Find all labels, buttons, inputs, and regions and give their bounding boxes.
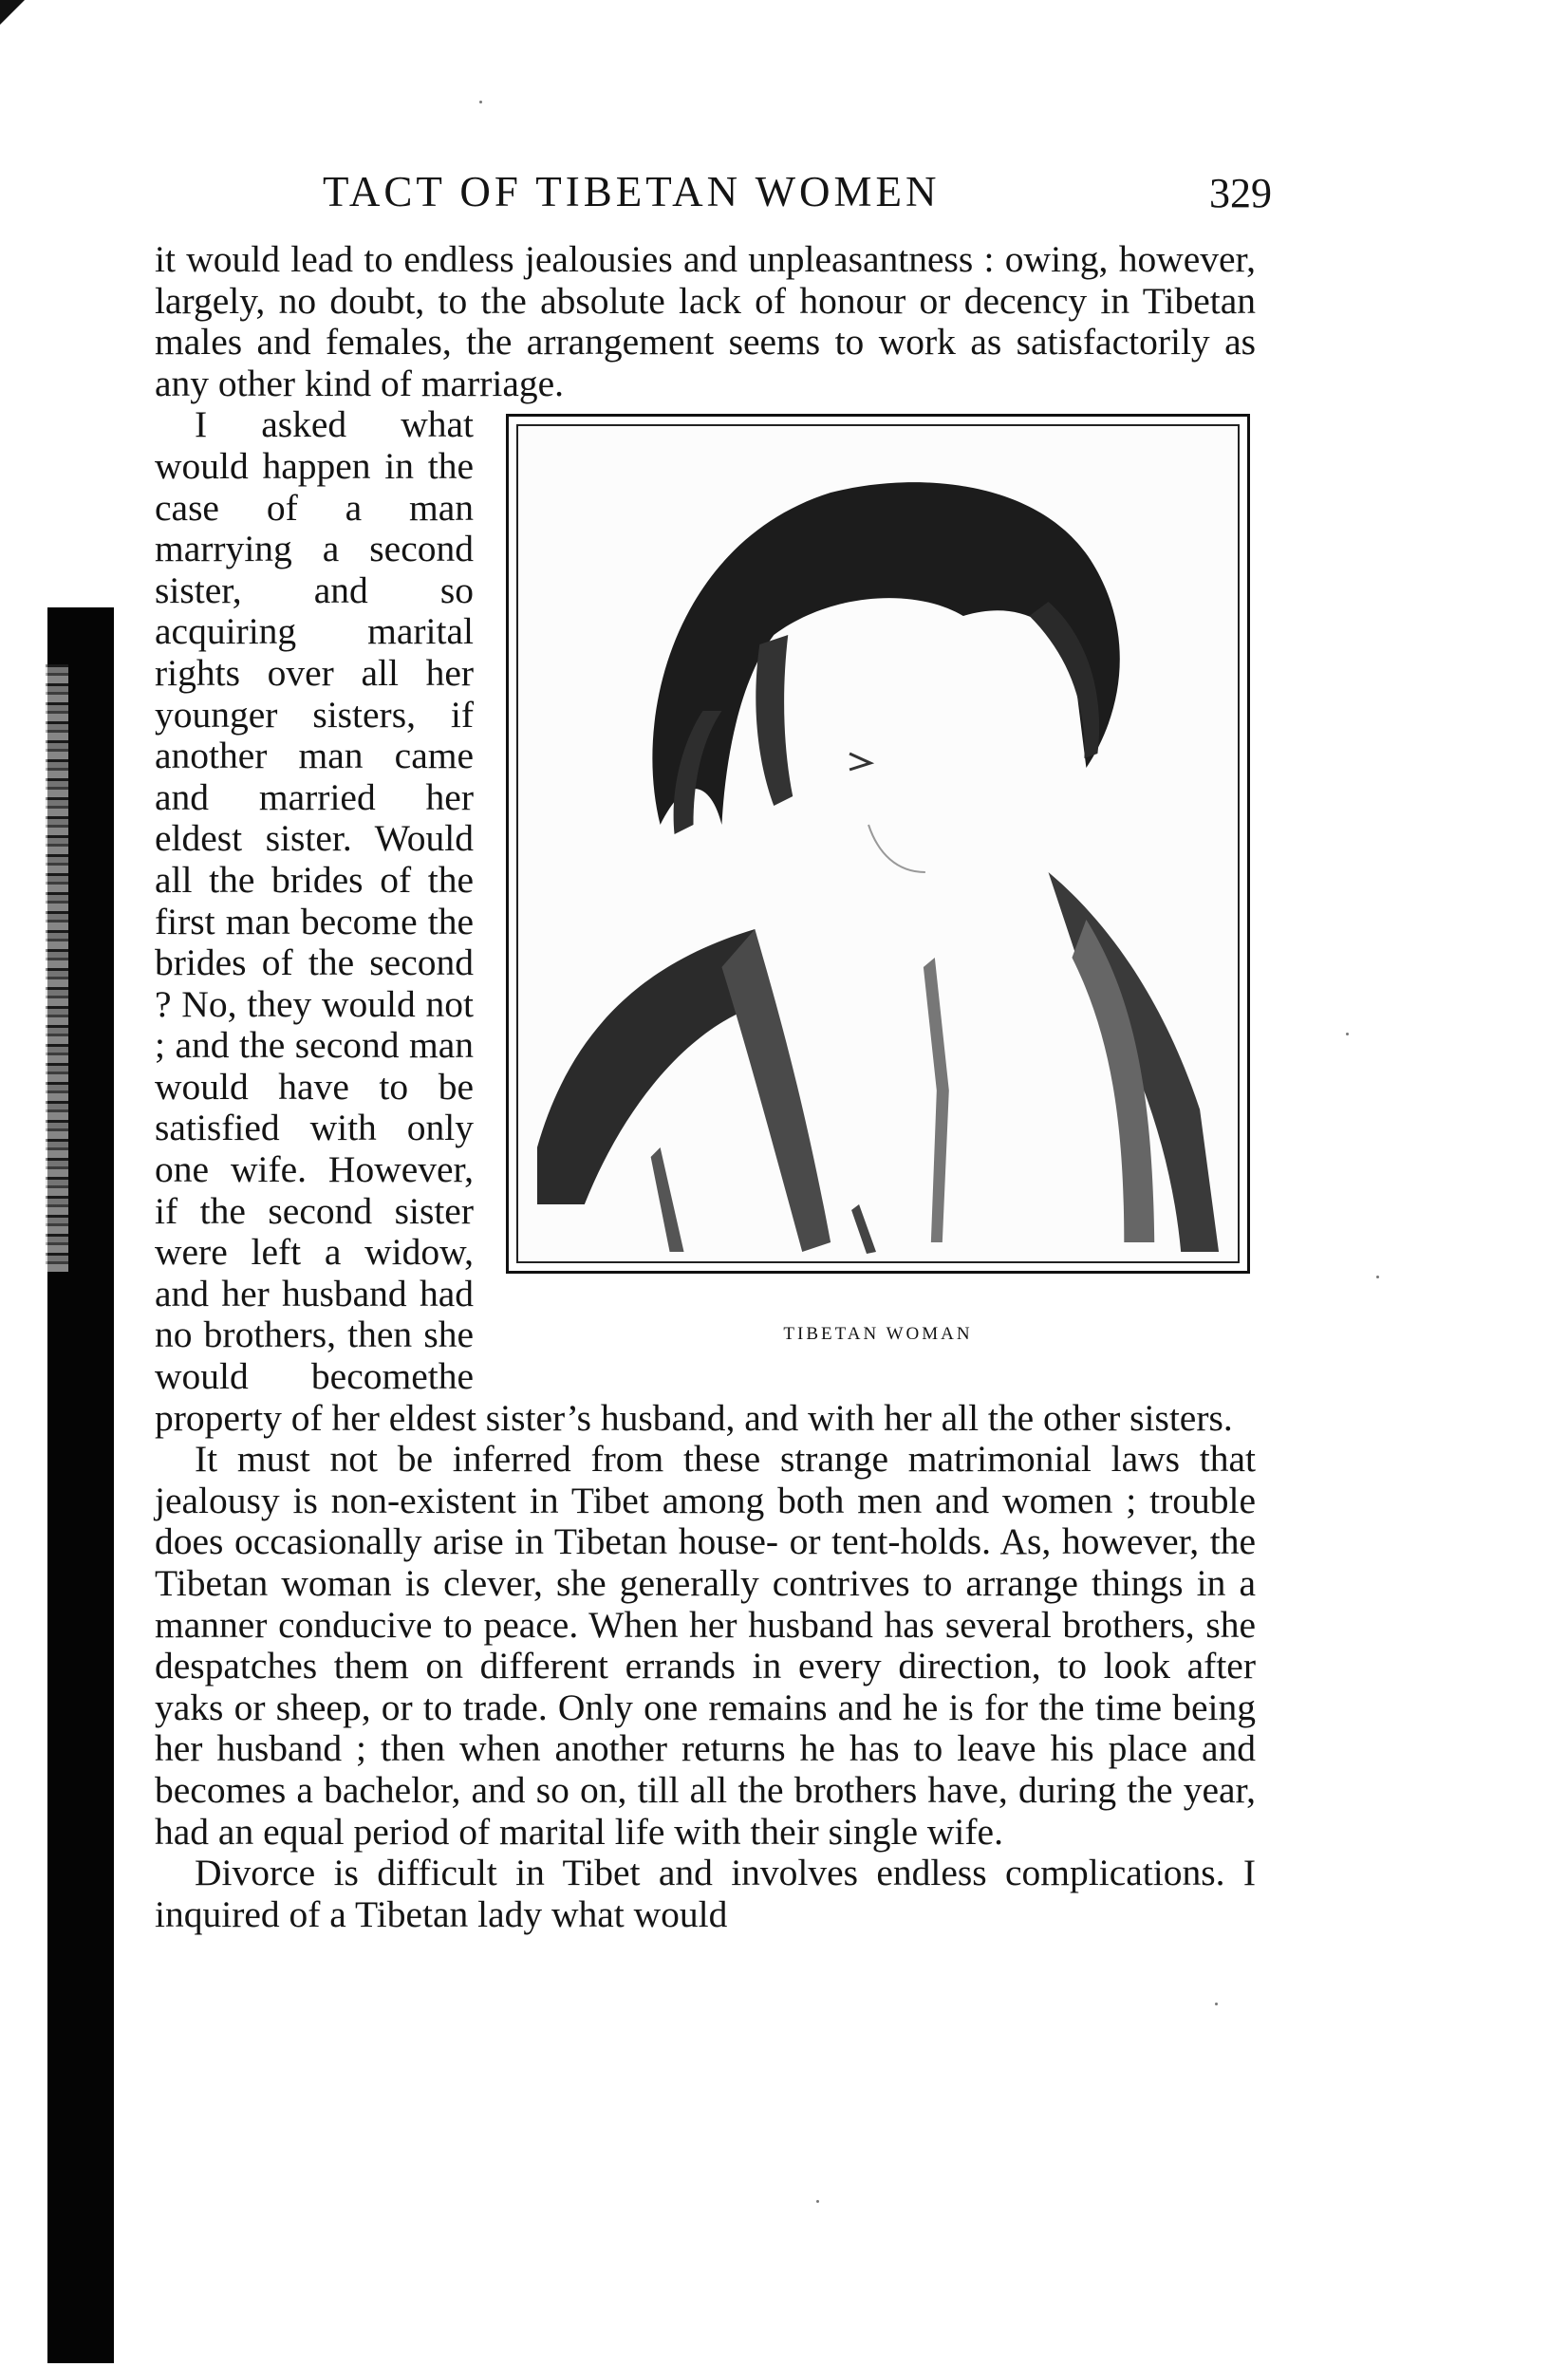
plate-frame	[506, 414, 1250, 1274]
figure-plate	[506, 414, 1256, 1382]
paragraph-4: Divorce is difficult in Tibet and involves endless complications. I inquired of a Tibetan lady what would	[155, 1852, 1256, 1935]
paragraph-3: It must not be inferred from these strange matrimonial laws that jealousy is non-existent in Tibet among both men and women ; trouble does occasionally arise in Tibetan house- or tent-holds. As, however, the Tibetan woman is clever, she generally contrives to arrange things in a manner conducive to peace. When her husband has several brothers, she despatches them on different errands in every direction, to look after yaks or sheep, or to trade. Only one remains and he is for the time being her husband ; then when another returns he has to leave his place and becomes a bachelor, and so on, till all the brothers have, during the year, had an equal period of marital life with their single wife.	[155, 1438, 1256, 1853]
running-head	[323, 167, 1272, 224]
scan-noise	[46, 664, 68, 1272]
paragraph-1: it would lead to endless jealousies and unpleasantness : owing, however, largely, no doubt, to the absolute lack of honour or decency in Tibetan males and females, the arrangement seems to work as satisfactorily as any other kind of marriage.	[155, 238, 1256, 404]
plate-photo	[516, 424, 1240, 1263]
scan-corner-mark	[0, 0, 25, 25]
scan-dot	[1215, 2003, 1218, 2005]
body-text	[155, 239, 1256, 1935]
running-title: TACT OF TIBETAN WOMEN	[323, 168, 941, 215]
scan-dot	[479, 101, 482, 103]
page-number: 329	[1209, 170, 1272, 216]
scan-dot	[816, 2200, 819, 2203]
portrait-photo-icon	[518, 426, 1238, 1261]
scan-dot	[1376, 1276, 1379, 1278]
figure-caption: TIBETAN WOMAN	[783, 1324, 973, 1345]
paragraph-2: I asked what would happen in the case of a man marrying a second sister, and so acquiring marital rights over all her younger sisters, if another man came and married her eldest sister. Would all the brides of the first man become the brides of the second ? No, they would not ; and the second man would have to be satisfied with only one wife. However, if the second sister were left a widow, and her husband had no brothers, then she would becomethe property of her eldest sister’s husband, and with her all the other sisters.	[155, 403, 1233, 1439]
scan-dot	[1346, 1033, 1349, 1035]
